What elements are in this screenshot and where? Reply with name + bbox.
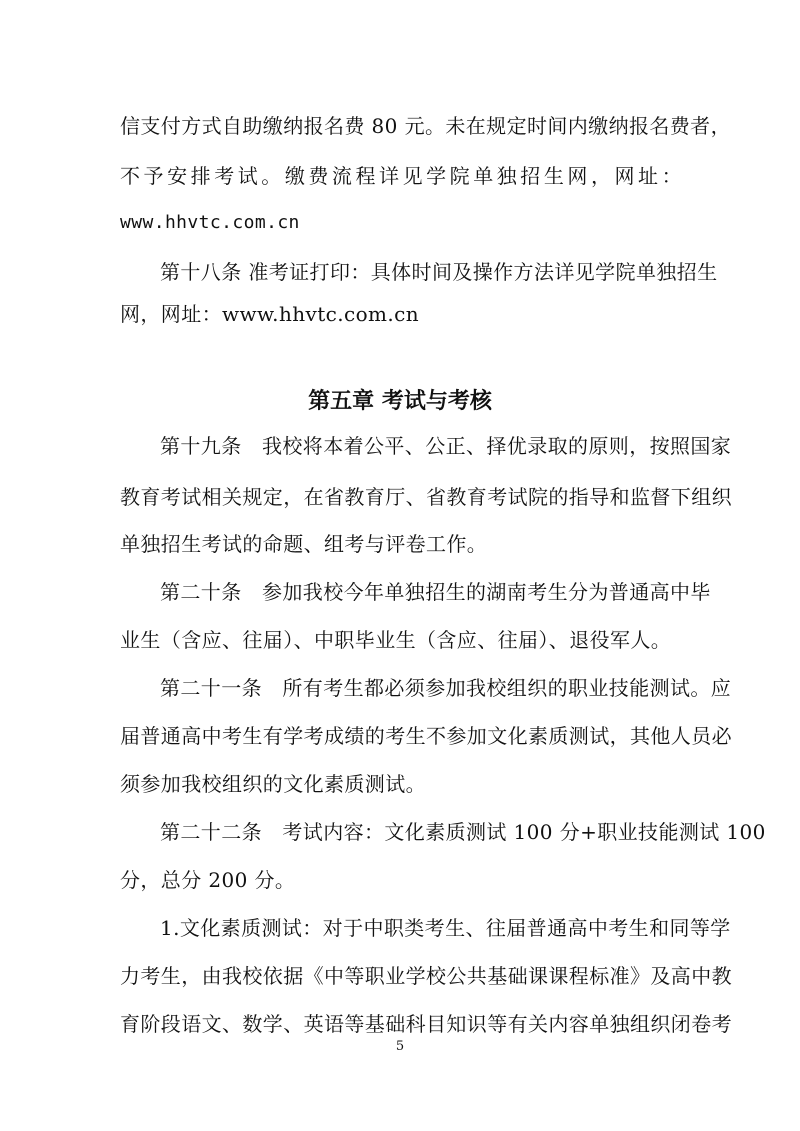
list-item-line: 1.文化素质测试：对于中职类考生、往届普通高中考生和同等学 xyxy=(160,916,731,940)
paragraph-line: 网，网址：www.hhvtc.com.cn xyxy=(120,302,420,326)
paragraph-line: 业生（含应、往届）、中职毕业生（含应、往届）、退役军人。 xyxy=(120,628,672,652)
paragraph-line: 不予安排考试。缴费流程详见学院单独招生网，网址： xyxy=(120,164,682,188)
chapter-heading: 第五章 考试与考核 xyxy=(308,389,492,414)
paragraph-line: 单独招生考试的命题、组考与评卷工作。 xyxy=(120,532,488,556)
paragraph-line: 信支付方式自助缴纳报名费 80 元。未在规定时间内缴纳报名费者， xyxy=(120,114,731,138)
paragraph-line: 须参加我校组织的文化素质测试。 xyxy=(120,772,426,796)
article-20-line: 第二十条 参加我校今年单独招生的湖南考生分为普通高中毕 xyxy=(160,580,711,604)
website-url: www.hhvtc.com.cn xyxy=(120,212,300,233)
paragraph-line: 教育考试相关规定，在省教育厅、省教育考试院的指导和监督下组织 xyxy=(120,485,732,509)
paragraph-line: 分，总分 200 分。 xyxy=(120,868,296,892)
paragraph-line: 届普通高中考生有学考成绩的考生不参加文化素质测试，其他人员必 xyxy=(120,724,732,748)
article-21-line: 第二十一条 所有考生都必须参加我校组织的职业技能测试。应 xyxy=(160,676,732,700)
paragraph-line: 力考生，由我校依据《中等职业学校公共基础课课程标准》及高中教 xyxy=(120,964,732,988)
paragraph-line: 育阶段语文、数学、英语等基础科目知识等有关内容单独组织闭卷考 xyxy=(120,1012,732,1036)
page-number: 5 xyxy=(395,1039,405,1054)
article-22-line: 第二十二条 考试内容：文化素质测试 100 分+职业技能测试 100 xyxy=(160,820,766,844)
article-18-line: 第十八条 准考证打印：具体时间及操作方法详见学院单独招生 xyxy=(160,260,718,284)
article-19-line: 第十九条 我校将本着公平、公正、择优录取的原则，按照国家 xyxy=(160,434,732,458)
